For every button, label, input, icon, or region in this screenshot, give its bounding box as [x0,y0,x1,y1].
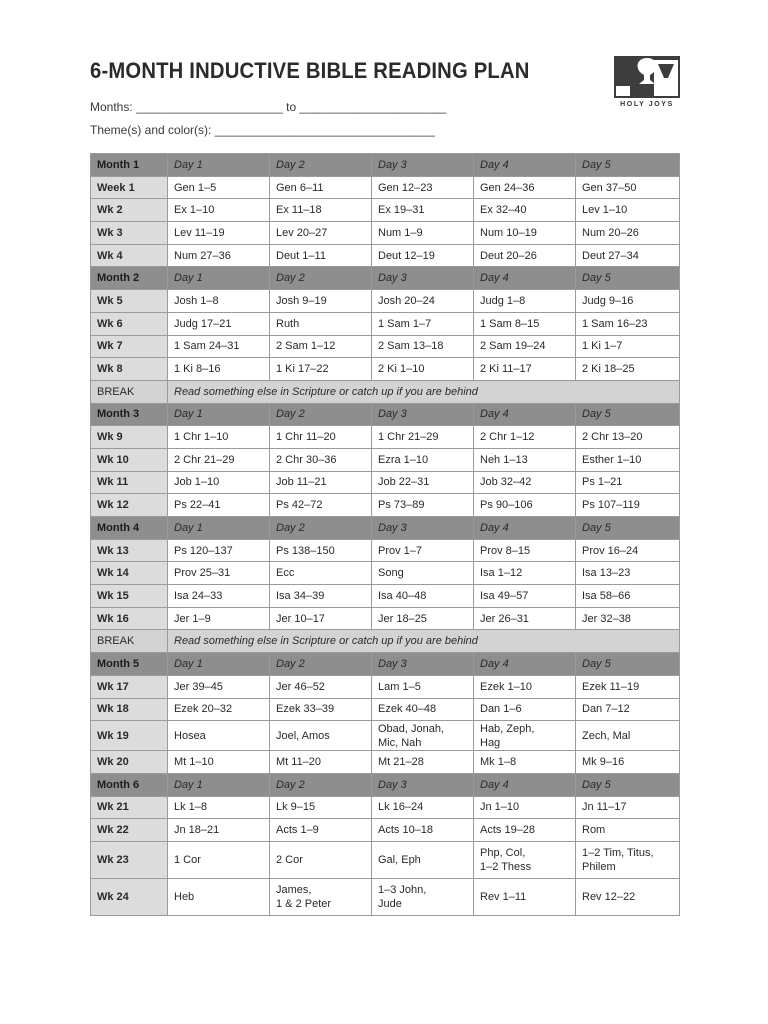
reading-cell: Hosea [168,721,270,751]
reading-cell: Ecc [270,562,372,585]
reading-cell: 1 Sam 1–7 [372,312,474,335]
reading-cell: Rom [576,819,680,842]
reading-cell: 2 Chr 1–12 [474,426,576,449]
week-row [91,607,680,630]
week-row [91,562,680,585]
reading-cell: Num 27–36 [168,244,270,267]
week-label: Wk 20 [91,751,168,774]
reading-cell: Ruth [270,312,372,335]
reading-cell: 1 Chr 21–29 [372,426,474,449]
reading-cell: 1 Sam 24–31 [168,335,270,358]
reading-cell: Prov 8–15 [474,539,576,562]
reading-cell: Acts 1–9 [270,819,372,842]
week-label: Wk 19 [91,721,168,751]
reading-cell: 2 Cor [270,841,372,878]
reading-cell: Num 10–19 [474,222,576,245]
week-row [91,494,680,517]
week-label: Week 1 [91,176,168,199]
reading-plan-table [90,153,680,916]
theme-field[interactable]: Theme(s) and color(s): _________________________________ [90,123,435,137]
reading-cell: Ps 22–41 [168,494,270,517]
reading-cell: 1 Ki 8–16 [168,358,270,381]
week-label: Wk 21 [91,796,168,819]
day-header: Day 3 [372,517,474,540]
reading-cell: Ps 120–137 [168,539,270,562]
reading-cell: Jer 32–38 [576,607,680,630]
break-row [91,630,680,653]
day-header: Day 3 [372,653,474,676]
day-header: Day 5 [576,773,680,796]
day-header: Day 2 [270,267,372,290]
reading-cell: Rev 1–11 [474,878,576,915]
week-label: Wk 14 [91,562,168,585]
reading-cell: Lk 9–15 [270,796,372,819]
reading-cell: Ezek 11–19 [576,675,680,698]
month-label: Month 2 [91,267,168,290]
reading-cell: Josh 20–24 [372,290,474,313]
week-row [91,335,680,358]
reading-cell: Ps 1–21 [576,471,680,494]
day-header: Day 4 [474,154,576,177]
reading-cell: Jer 46–52 [270,675,372,698]
reading-cell: Deut 20–26 [474,244,576,267]
reading-cell: 1 Ki 1–7 [576,335,680,358]
break-row [91,380,680,403]
week-row [91,796,680,819]
reading-cell: Php, Col, 1–2 Thess [474,841,576,878]
week-label: Wk 16 [91,607,168,630]
reading-cell: Ex 19–31 [372,199,474,222]
day-header: Day 4 [474,267,576,290]
month-label: Month 1 [91,154,168,177]
reading-cell: 2 Ki 1–10 [372,358,474,381]
month-header-row [91,403,680,426]
reading-cell: Mk 1–8 [474,751,576,774]
reading-cell: Ps 42–72 [270,494,372,517]
reading-cell: Num 20–26 [576,222,680,245]
week-row [91,751,680,774]
week-row [91,721,680,751]
logo-text: HOLY JOYS [620,101,674,108]
reading-cell: Mt 21–28 [372,751,474,774]
reading-cell: Gen 12–23 [372,176,474,199]
month-header-row [91,773,680,796]
reading-cell: Esther 1–10 [576,448,680,471]
week-row [91,471,680,494]
week-label: Wk 11 [91,471,168,494]
reading-cell: 1 Ki 17–22 [270,358,372,381]
week-row [91,426,680,449]
reading-cell: Ps 73–89 [372,494,474,517]
week-label: Wk 8 [91,358,168,381]
reading-cell: Jer 10–17 [270,607,372,630]
week-row [91,290,680,313]
day-header: Day 1 [168,517,270,540]
reading-cell: Hab, Zeph, Hag [474,721,576,751]
reading-cell: Isa 24–33 [168,585,270,608]
reading-cell: Gen 24–36 [474,176,576,199]
reading-cell: Lk 16–24 [372,796,474,819]
reading-cell: Lev 11–19 [168,222,270,245]
reading-cell: Gen 1–5 [168,176,270,199]
week-label: Wk 24 [91,878,168,915]
week-row [91,358,680,381]
week-label: Wk 17 [91,675,168,698]
day-header: Day 1 [168,267,270,290]
reading-cell: Mt 1–10 [168,751,270,774]
week-row [91,539,680,562]
day-header: Day 4 [474,517,576,540]
reading-cell: Rev 12–22 [576,878,680,915]
page-title: 6-MONTH INDUCTIVE BIBLE READING PLAN [90,58,530,83]
day-header: Day 3 [372,403,474,426]
week-label: Wk 10 [91,448,168,471]
reading-cell: 1 Cor [168,841,270,878]
week-row [91,585,680,608]
day-header: Day 5 [576,154,680,177]
week-row [91,176,680,199]
reading-cell: 2 Chr 30–36 [270,448,372,471]
reading-cell: Job 32–42 [474,471,576,494]
reading-cell: 2 Sam 13–18 [372,335,474,358]
reading-cell: Ps 138–150 [270,539,372,562]
week-label: Wk 18 [91,698,168,721]
break-label: BREAK [91,630,168,653]
reading-cell: Dan 7–12 [576,698,680,721]
day-header: Day 1 [168,653,270,676]
reading-cell: Ezek 40–48 [372,698,474,721]
reading-cell: Acts 19–28 [474,819,576,842]
week-row [91,312,680,335]
day-header: Day 5 [576,267,680,290]
day-header: Day 2 [270,517,372,540]
reading-cell: Isa 13–23 [576,562,680,585]
month-header-row [91,154,680,177]
week-label: Wk 22 [91,819,168,842]
reading-cell: Jer 39–45 [168,675,270,698]
reading-cell: Ezek 33–39 [270,698,372,721]
day-header: Day 2 [270,773,372,796]
week-label: Wk 7 [91,335,168,358]
reading-cell: Prov 1–7 [372,539,474,562]
week-row [91,819,680,842]
reading-cell: 1–2 Tim, Titus, Philem [576,841,680,878]
reading-cell: Job 11–21 [270,471,372,494]
day-header: Day 3 [372,773,474,796]
week-label: Wk 9 [91,426,168,449]
month-label: Month 5 [91,653,168,676]
reading-cell: Gal, Eph [372,841,474,878]
reading-cell: Isa 49–57 [474,585,576,608]
reading-cell: Judg 1–8 [474,290,576,313]
month-header-row [91,517,680,540]
reading-cell: Mk 9–16 [576,751,680,774]
week-row [91,841,680,878]
reading-cell: Deut 1–11 [270,244,372,267]
month-label: Month 4 [91,517,168,540]
reading-cell: 2 Sam 1–12 [270,335,372,358]
reading-cell: Isa 34–39 [270,585,372,608]
day-header: Day 4 [474,773,576,796]
reading-cell: Jer 18–25 [372,607,474,630]
reading-cell: 1 Chr 11–20 [270,426,372,449]
reading-cell: James, 1 & 2 Peter [270,878,372,915]
week-label: Wk 6 [91,312,168,335]
reading-cell: 1 Sam 16–23 [576,312,680,335]
reading-cell: Lam 1–5 [372,675,474,698]
break-note: Read something else in Scripture or catch up if you are behind [168,630,680,653]
reading-cell: Ex 11–18 [270,199,372,222]
reading-cell: Lk 1–8 [168,796,270,819]
week-row [91,199,680,222]
reading-cell: 2 Ki 11–17 [474,358,576,381]
reading-cell: Josh 1–8 [168,290,270,313]
reading-cell: 2 Chr 13–20 [576,426,680,449]
reading-cell: Job 22–31 [372,471,474,494]
reading-cell: Ex 1–10 [168,199,270,222]
week-row [91,698,680,721]
reading-cell: Obad, Jonah, Mic, Nah [372,721,474,751]
reading-cell: 2 Chr 21–29 [168,448,270,471]
week-label: Wk 3 [91,222,168,245]
reading-cell: Job 1–10 [168,471,270,494]
day-header: Day 2 [270,653,372,676]
reading-cell: Deut 12–19 [372,244,474,267]
day-header: Day 2 [270,154,372,177]
reading-cell: 2 Sam 19–24 [474,335,576,358]
day-header: Day 4 [474,403,576,426]
reading-cell: Gen 37–50 [576,176,680,199]
reading-cell: 1–3 John, Jude [372,878,474,915]
reading-cell: Gen 6–11 [270,176,372,199]
reading-cell: Lev 1–10 [576,199,680,222]
reading-cell: Ezek 20–32 [168,698,270,721]
reading-cell: Dan 1–6 [474,698,576,721]
week-row [91,222,680,245]
day-header: Day 1 [168,773,270,796]
reading-cell: Song [372,562,474,585]
week-label: Wk 4 [91,244,168,267]
reading-cell: Judg 9–16 [576,290,680,313]
reading-cell: Prov 25–31 [168,562,270,585]
reading-cell: Ex 32–40 [474,199,576,222]
reading-cell: Neh 1–13 [474,448,576,471]
day-header: Day 1 [168,403,270,426]
reading-cell: Jn 18–21 [168,819,270,842]
reading-cell: Prov 16–24 [576,539,680,562]
day-header: Day 4 [474,653,576,676]
day-header: Day 3 [372,267,474,290]
reading-cell: Ezra 1–10 [372,448,474,471]
week-row [91,448,680,471]
reading-cell: 1 Chr 1–10 [168,426,270,449]
reading-cell: Isa 58–66 [576,585,680,608]
reading-cell: Jer 26–31 [474,607,576,630]
month-label: Month 6 [91,773,168,796]
reading-cell: Josh 9–19 [270,290,372,313]
day-header: Day 1 [168,154,270,177]
month-header-row [91,267,680,290]
reading-cell: Zech, Mal [576,721,680,751]
reading-cell: Jer 1–9 [168,607,270,630]
reading-cell: Jn 11–17 [576,796,680,819]
break-note: Read something else in Scripture or catch up if you are behind [168,380,680,403]
week-row [91,244,680,267]
week-label: Wk 12 [91,494,168,517]
break-label: BREAK [91,380,168,403]
months-field[interactable]: Months: ______________________ to ______________________ [90,100,447,114]
month-header-row [91,653,680,676]
month-label: Month 3 [91,403,168,426]
reading-cell: 1 Sam 8–15 [474,312,576,335]
day-header: Day 5 [576,653,680,676]
reading-cell: Ps 90–106 [474,494,576,517]
week-row [91,675,680,698]
day-header: Day 2 [270,403,372,426]
reading-cell: Jn 1–10 [474,796,576,819]
week-label: Wk 5 [91,290,168,313]
reading-cell: Heb [168,878,270,915]
day-header: Day 5 [576,517,680,540]
day-header: Day 5 [576,403,680,426]
reading-cell: Lev 20–27 [270,222,372,245]
week-label: Wk 15 [91,585,168,608]
week-label: Wk 23 [91,841,168,878]
reading-cell: Num 1–9 [372,222,474,245]
day-header: Day 3 [372,154,474,177]
reading-cell: 2 Ki 18–25 [576,358,680,381]
reading-cell: Mt 11–20 [270,751,372,774]
reading-cell: Deut 27–34 [576,244,680,267]
week-label: Wk 13 [91,539,168,562]
reading-cell: Ps 107–119 [576,494,680,517]
week-label: Wk 2 [91,199,168,222]
week-row [91,878,680,915]
reading-cell: Isa 1–12 [474,562,576,585]
reading-cell: Isa 40–48 [372,585,474,608]
reading-cell: Ezek 1–10 [474,675,576,698]
reading-cell: Joel, Amos [270,721,372,751]
reading-cell: Acts 10–18 [372,819,474,842]
reading-cell: Judg 17–21 [168,312,270,335]
